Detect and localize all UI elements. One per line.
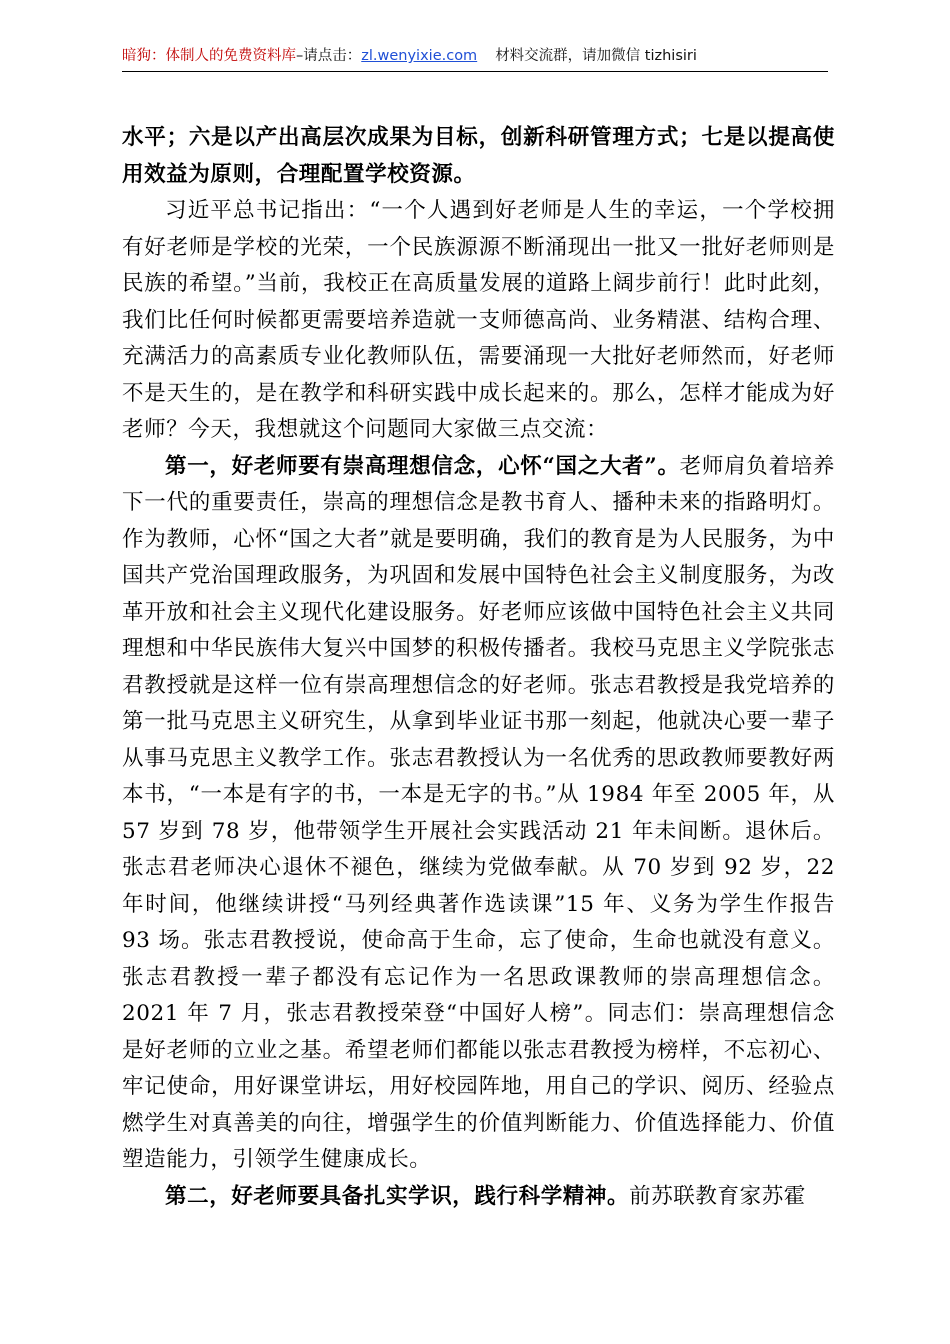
paragraph-point-two — [122, 1179, 835, 1216]
paragraph-text: 前苏联教育家苏霍 — [629, 1183, 806, 1209]
paragraph-continuation — [122, 120, 835, 193]
paragraph-text: 老师肩负着培养下一代的重要责任，崇高的理想信念是教书育人、播种未来的指路明灯。作为教师，心怀“国之大者”就是要明确，我们的教育是为人民服务，为中国共产党治国理政服务，为巩固和发展中国特色社会主义制度服务，为改革开放和社会主义现代化建设服务。好老师应该做中国特色社会主义共同理想和中华民族伟大复兴中国梦的积极传播者。我校马克思主义学院张志君教授就是这样一位有崇高理想信念的好老师。张志君教授是我党培养的第一批马克思主义研究生，从拿到毕业证书那一刻起，他就决心要一辈子从事马克思主义教学工作。张志君教授认为一名优秀的思政教师要教好两本书，“一本是有字的书，一本是无字的书。”从 1984 年至 2005 年，从 57 岁到 78 岁，他带领学生开展社会实践活动 21 年未间断。退休后。张志君老师决心退休不褪色，继续为党做奉献。从 70 岁到 92 岁，22 年时间，他继续讲授“马列经典著作选读课”15 年、义务为学生作报告 93 场。张志君教授说，使命高于生命，忘了使命，生命也就没有意义。张志君教授一辈子都没有忘记作为一名思政课教师的崇高理想信念。2021 年 7 月，张志君教授荣登“中国好人榜”。同志们：崇高理想信念是好老师的立业之基。希望老师们都能以张志君教授为榜样，不忘初心、牢记使命，用好课堂讲坛，用好校园阵地，用自己的学识、阅历、经验点燃学生对真善美的向往，增强学生的价值判断能力、价值选择能力、价值塑造能力，引领学生健康成长。 — [122, 453, 836, 1172]
page-header — [122, 44, 828, 68]
paragraph-heading: 第一，好老师要有崇高理想信念，心怀“国之大者”。 — [165, 453, 680, 479]
header-link[interactable]: zl.wenyixie.com — [361, 48, 478, 64]
header-group-note: 材料交流群，请加微信 tizhisiri — [495, 48, 697, 64]
header-divider — [122, 71, 828, 72]
paragraph-bold-text: 水平；六是以产出高层次成果为目标，创新科研管理方式；七是以提高使用效益为原则，合理配置学校资源。 — [122, 125, 835, 187]
header-prompt: –请点击： — [296, 48, 362, 64]
paragraph-text: 习近平总书记指出：“一个人遇到好老师是人生的幸运，一个学校拥有好老师是学校的光荣，一个民族源源不断涌现出一批又一批好老师则是民族的希望。”当前，我校正在高质量发展的道路上阔步前行！此时此刻，我们比任何时候都更需要培养造就一支师德高尚、业务精湛、结构合理、充满活力的高素质专业化教师队伍，需要涌现一大批好老师然而，好老师不是天生的，是在教学和科研实践中成长起来的。那么，怎样才能成为好老师？今天，我想就这个问题同大家做三点交流： — [122, 198, 835, 442]
paragraph-intro — [122, 193, 835, 449]
paragraph-point-one — [122, 449, 835, 1179]
paragraph-heading: 第二，好老师要具备扎实学识，践行科学精神。 — [165, 1183, 630, 1209]
header-brand: 暗狗：体制人的免费资料库 — [122, 48, 296, 64]
document-body — [122, 120, 835, 1215]
